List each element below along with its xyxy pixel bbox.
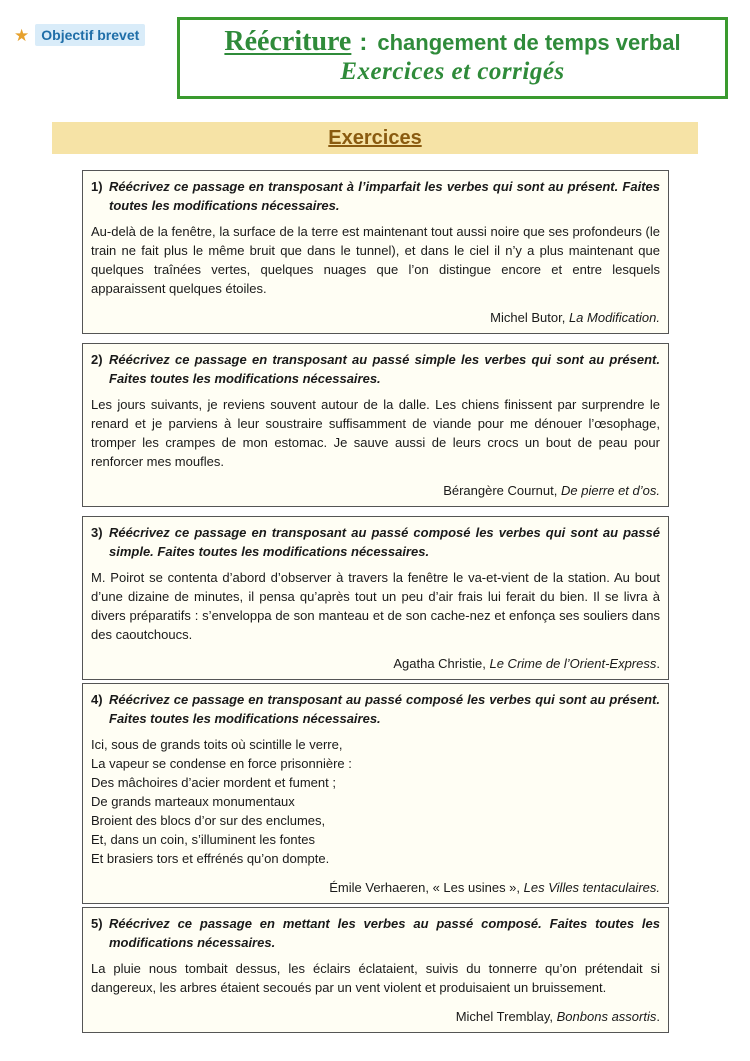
source-work: Les Villes tentaculaires. xyxy=(523,880,660,895)
star-icon: ★ xyxy=(14,25,30,45)
objectif-brevet-badge xyxy=(14,24,145,46)
instruction-text: Réécrivez ce passage en transposant au passé simple les verbes qui sont au présent. Faites toutes les modifications nécessaires. xyxy=(109,352,660,386)
page-title: Réécriture xyxy=(224,26,352,57)
passage-text: Les jours suivants, je reviens souvent autour de la dalle. Les chiens finissent par surprendre le renard et je parviens à leur soustraire suffisamment de viande pour me dénouer l’œsophage, tromper les crampes de mon estomac. Je sauve aussi de leurs crocs un bout de peau pour renforcer mes moufles. xyxy=(91,397,660,469)
source-suffix: . xyxy=(656,656,660,671)
source-citation xyxy=(91,878,660,897)
exercise-number: 1) xyxy=(91,179,103,194)
source-suffix: . xyxy=(656,1009,660,1024)
page-subtitle: changement de temps verbal xyxy=(377,30,681,55)
exercise-3 xyxy=(82,516,669,680)
poem-line: Des mâchoires d’acier mordent et fument ; xyxy=(91,775,336,790)
source-author: Émile Verhaeren, « Les usines », xyxy=(329,880,521,895)
instruction-text: Réécrivez ce passage en mettant les verbes au passé composé. Faites toutes les modifications nécessaires. xyxy=(109,916,660,950)
poem-line: De grands marteaux monumentaux xyxy=(91,794,295,809)
poem-line: Et brasiers tors et effrénés qu’on dompte. xyxy=(91,851,330,866)
instruction-text: Réécrivez ce passage en transposant au passé composé les verbes qui sont au présent. Faites toutes les modifications nécessaires. xyxy=(109,692,660,726)
exercise-instruction xyxy=(91,914,660,952)
passage-text: Au-delà de la fenêtre, la surface de la terre est maintenant tout aussi noire que ses profondeurs (le train ne fait plus le même bruit que dans le tunnel), et dans le ciel il n’y a plus maintenant que quelques traînées vertes, quelques nuages que l’on distingue encore et entre lesquels apparaissent quelques étoiles. xyxy=(91,224,660,296)
exercise-instruction xyxy=(91,690,660,728)
title-box xyxy=(177,17,728,99)
poem-line: Et, dans un coin, s’illuminent les fontes xyxy=(91,832,316,847)
source-author: Michel Tremblay, xyxy=(455,1009,554,1024)
instruction-text: Réécrivez ce passage en transposant au passé composé les verbes qui sont au passé simple. Faites toutes les modifications nécessaires. xyxy=(109,525,660,559)
exercise-number: 5) xyxy=(91,916,103,931)
section-header xyxy=(52,122,698,154)
source-author: Michel Butor, xyxy=(490,310,566,325)
poem-line: Ici, sous de grands toits où scintille le verre, xyxy=(91,737,343,752)
poem-line: Broient des blocs d’or sur des enclumes, xyxy=(91,813,326,828)
source-work: Le Crime de l’Orient-Express xyxy=(489,656,657,671)
exercise-4 xyxy=(82,683,669,904)
exercise-5 xyxy=(82,907,669,1033)
source-citation xyxy=(91,481,660,500)
instruction-text: Réécrivez ce passage en transposant à l’imparfait les verbes qui sont au présent. Faites toutes les modifications nécessaires. xyxy=(109,179,660,213)
passage-text: La pluie nous tombait dessus, les éclairs éclataient, suivis du tonnerre qu’on prétendait si dangereux, les arbres étaient secoués par un vent violent et produisaient un bruissement. xyxy=(91,961,660,995)
exercise-number: 4) xyxy=(91,692,103,707)
badge-label: Objectif brevet xyxy=(35,24,145,46)
poem-line: La vapeur se condense en force prisonnière : xyxy=(91,756,352,771)
title-colon: : xyxy=(359,29,368,56)
source-citation xyxy=(91,654,660,673)
source-citation xyxy=(91,1007,660,1026)
poem-text xyxy=(91,735,660,868)
exercise-instruction xyxy=(91,523,660,561)
source-citation xyxy=(91,308,660,327)
page-subtitle-2: Exercices et corrigés xyxy=(340,58,565,85)
source-work: Bonbons assortis xyxy=(556,1009,657,1024)
exercise-1 xyxy=(82,170,669,334)
title-line xyxy=(180,26,725,58)
source-author: Agatha Christie, xyxy=(393,656,486,671)
passage-text: M. Poirot se contenta d’abord d’observer à travers la fenêtre le va-et-vient de la station. Au bout d’une dizaine de minutes, il pensa qu’après tout un peu d’air frais lui ferait du bien. Il se livra à divers préparatifs : s’enveloppa de son manteau et de son cache-nez et enfonça ses souliers dans des caoutchoucs. xyxy=(91,570,660,642)
exercise-instruction xyxy=(91,350,660,388)
exercise-number: 2) xyxy=(91,352,103,367)
section-title: Exercices xyxy=(328,127,422,149)
exercise-number: 3) xyxy=(91,525,103,540)
exercise-instruction xyxy=(91,177,660,215)
source-work: De pierre et d’os. xyxy=(561,483,660,498)
source-work: La Modification. xyxy=(568,310,660,325)
source-author: Bérangère Cournut, xyxy=(443,483,558,498)
exercise-2 xyxy=(82,343,669,507)
